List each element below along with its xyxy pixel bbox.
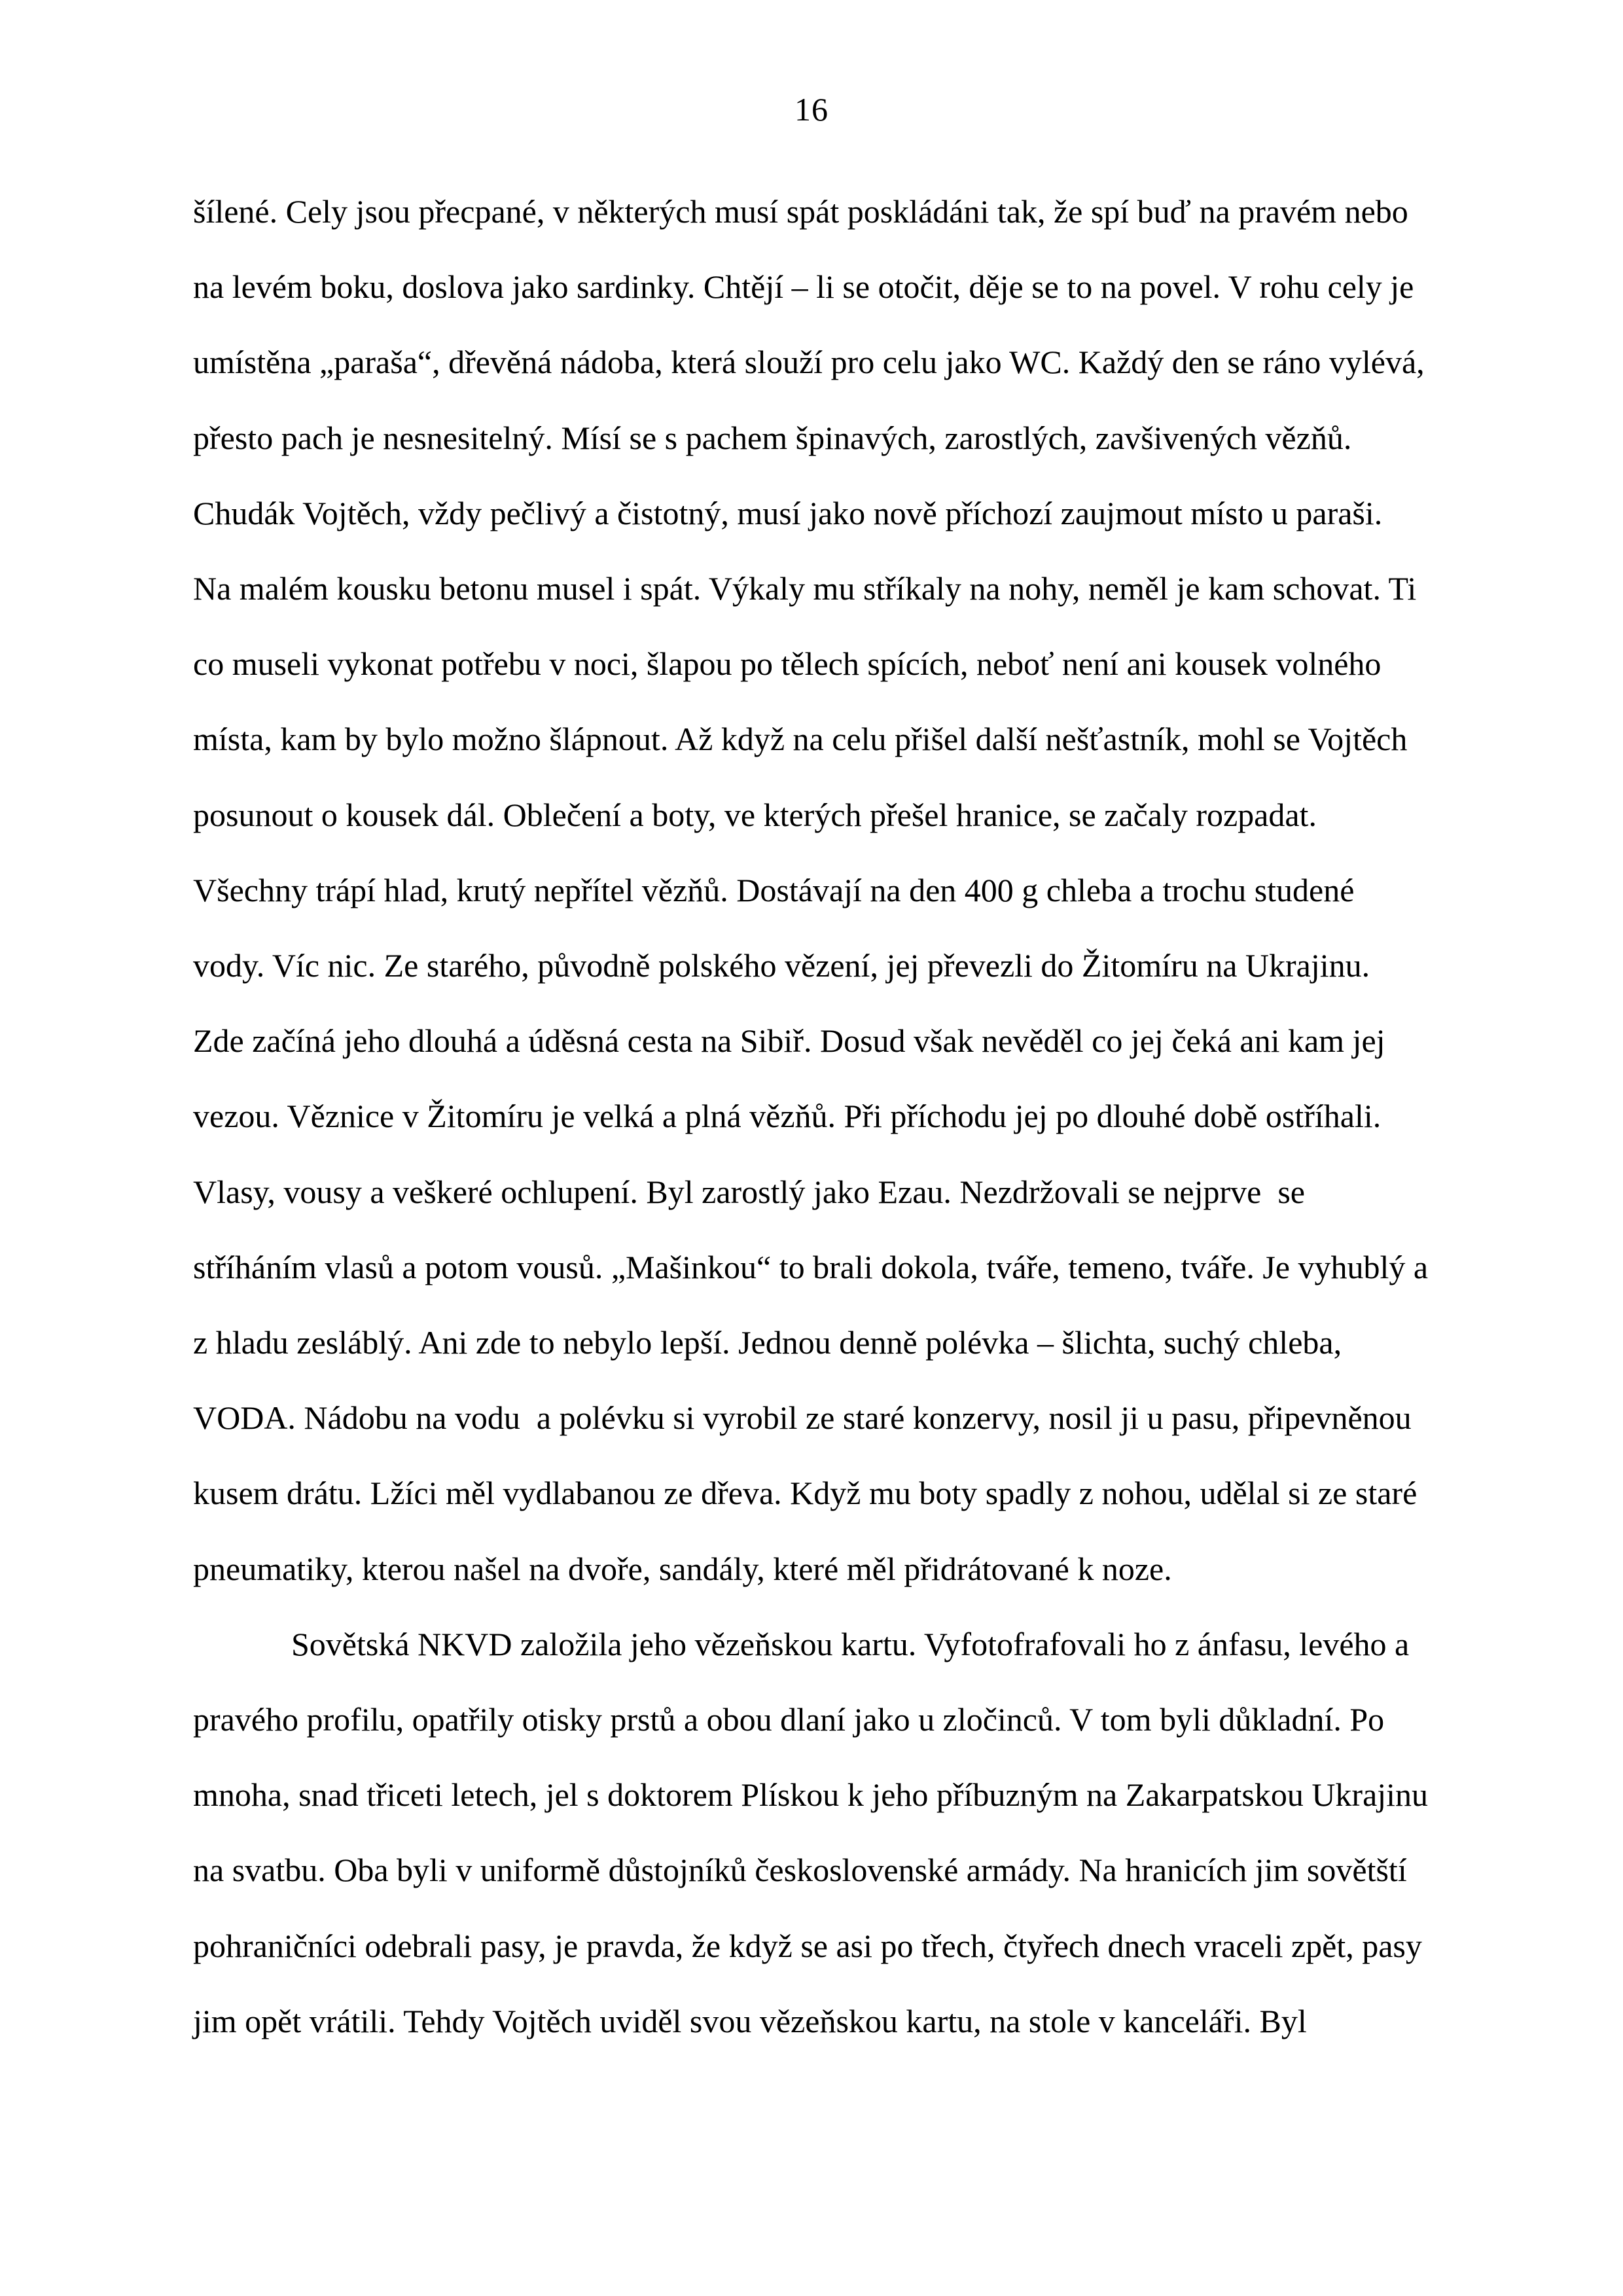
text-line: místa, kam by bylo možno šlápnout. Až když na celu přišel další nešťastník, mohl se Vojtěch: [193, 721, 1408, 758]
text-line: Zde začíná jeho dlouhá a úděsná cesta na Sibiř. Dosud však nevěděl co jej čeká ani kam jej: [193, 1022, 1385, 1060]
text-line: šílené. Cely jsou přecpané, v některých musí spát poskládáni tak, že spí buď na pravém nebo: [193, 193, 1408, 230]
text-line: na svatbu. Oba byli v uniformě důstojníků československé armády. Na hranicích jim sovětští: [193, 1852, 1407, 1889]
text-line: stříháním vlasů a potom vousů. „Mašinkou“ to brali dokola, tváře, temeno, tváře. Je vyhublý a: [193, 1248, 1429, 1285]
text-line: VODA. Nádobu na vodu a polévku si vyrobil ze staré konzervy, nosil ji u pasu, připevněnou: [193, 1399, 1412, 1437]
page-number: 16: [794, 91, 829, 128]
text-line: Chudák Vojtěch, vždy pečlivý a čistotný, musí jako nově příchozí zaujmout místo u paraši.: [193, 494, 1383, 531]
text-line: Sovětská NKVD založila jeho vězeňskou kartu. Vyfotofrafovali ho z ánfasu, levého a: [291, 1625, 1410, 1662]
text-line: posunout o kousek dál. Oblečení a boty, ve kterých přešel hranice, se začaly rozpadat.: [193, 796, 1317, 833]
text-line: na levém boku, doslova jako sardinky. Chtějí – li se otočit, děje se to na povel. V rohu cely je: [193, 268, 1414, 306]
text-line: Na malém kousku betonu musel i spát. Výkaly mu stříkaly na nohy, neměl je kam schovat. Ti: [193, 570, 1417, 607]
text-line: co museli vykonat potřebu v noci, šlapou po tělech spících, neboť není ani kousek volného: [193, 645, 1382, 683]
text-line: pneumatiky, kterou našel na dvoře, sandály, které měl přidrátované k noze.: [193, 1550, 1172, 1587]
text-line: umístěna „paraša“, dřevěná nádoba, která slouží pro celu jako WC. Každý den se ráno vylévá,: [193, 344, 1425, 381]
text-line: Vlasy, vousy a veškeré ochlupení. Byl zarostlý jako Ezau. Nezdržovali se nejprve se: [193, 1173, 1305, 1210]
text-line: přesto pach je nesnesitelný. Mísí se s pachem špinavých, zarostlých, zavšivených vězňů.: [193, 419, 1352, 456]
text-line: z hladu zesláblý. Ani zde to nebylo lepší. Jednou denně polévka – šlichta, suchý chleba,: [193, 1324, 1342, 1361]
text-line: Všechny trápí hlad, krutý nepřítel vězňů. Dostávají na den 400 g chleba a trochu studené: [193, 871, 1355, 908]
text-line: kusem drátu. Lžíci měl vydlabanou ze dřeva. Když mu boty spadly z nohou, udělal si ze staré: [193, 1475, 1418, 1512]
text-body: [193, 174, 1450, 2059]
text-line: mnoha, snad třiceti letech, jel s doktorem Plískou k jeho příbuzným na Zakarpatskou Ukrajinu: [193, 1776, 1429, 1814]
text-line: vody. Víc nic. Ze starého, původně polského vězení, jej převezli do Žitomíru na Ukrajinu.: [193, 947, 1370, 984]
text-line: pohraničníci odebrali pasy, je pravda, že když se asi po třech, čtyřech dnech vraceli zpět, pasy: [193, 1927, 1422, 1964]
text-line: pravého profilu, opatřily otisky prstů a obou dlaní jako u zločinců. V tom byli důkladní. Po: [193, 1701, 1385, 1738]
text-line: jim opět vrátili. Tehdy Vojtěch uviděl svou vězeňskou kartu, na stole v kanceláři. Byl: [193, 2002, 1307, 2039]
text-line: vezou. Věznice v Žitomíru je velká a plná vězňů. Při příchodu jej po dlouhé době ostříhali.: [193, 1098, 1382, 1135]
